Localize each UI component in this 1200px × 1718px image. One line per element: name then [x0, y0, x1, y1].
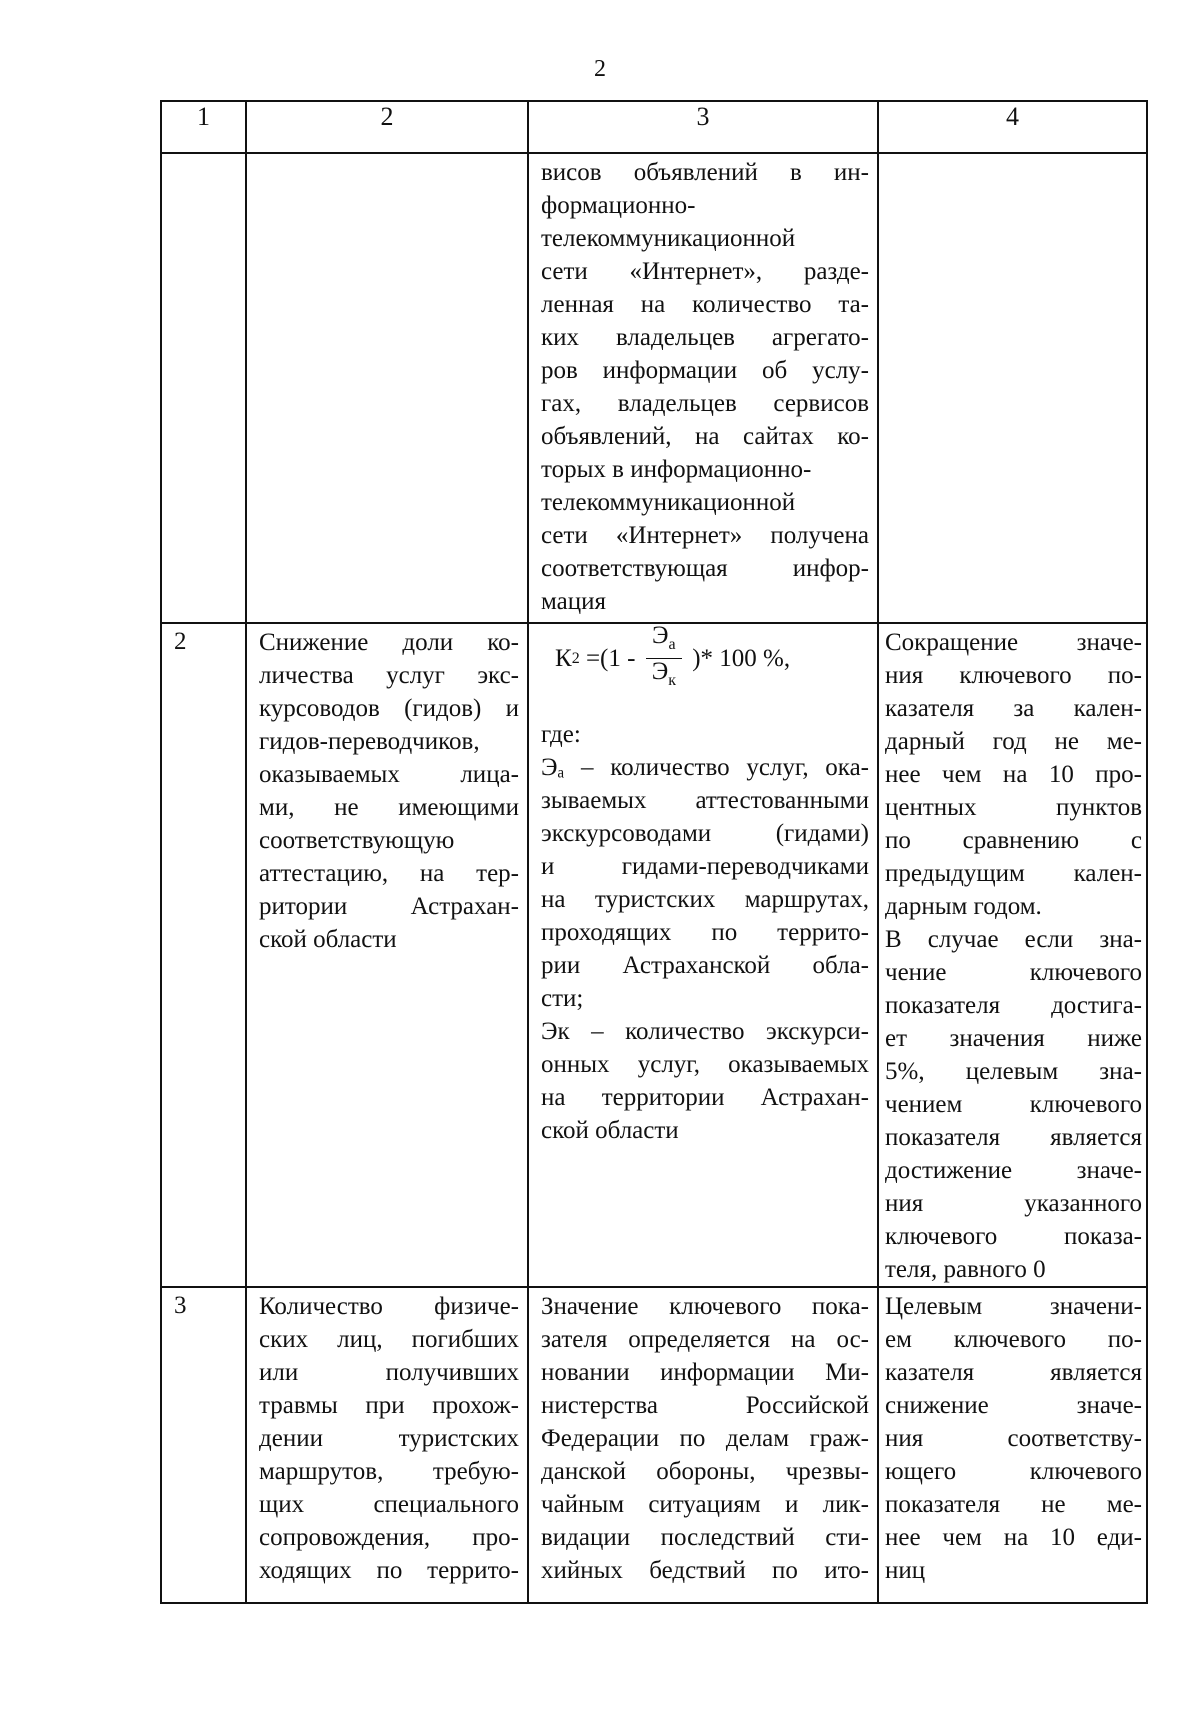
- text-line: ниц: [885, 1557, 926, 1584]
- text-line: Значение ключевого пока-: [541, 1293, 869, 1320]
- text-line: нее чем на 10 еди-: [885, 1524, 1142, 1551]
- text-line: аттестацию, на тер-: [259, 860, 519, 887]
- text-line: сети «Интернет», разде-: [541, 258, 869, 285]
- text-line: ния ключевого по-: [885, 662, 1142, 689]
- target-text: [885, 626, 1142, 1286]
- text-line: нее чем на 10 про-: [885, 761, 1142, 788]
- text-line: хийных бедствий по ито-: [541, 1557, 869, 1584]
- text-line: дарным годом.: [885, 893, 1042, 920]
- text-line: телекоммуникационной: [541, 225, 796, 252]
- text-line: на территории Астрахан-: [541, 1084, 869, 1111]
- text-line: ния соответству-: [885, 1425, 1142, 1452]
- formula: [541, 621, 869, 690]
- text-line: Количество физиче-: [259, 1293, 519, 1320]
- text-line: зываемых аттестованными: [541, 787, 869, 814]
- text-line: показателя является: [885, 1124, 1142, 1151]
- indicator-name-cell: [246, 1287, 528, 1603]
- header-row: [161, 101, 1147, 153]
- continued-method-cell: [528, 153, 878, 623]
- text-line: 5%, целевым зна-: [885, 1058, 1142, 1085]
- text-line: чайным ситуациям и лик-: [541, 1491, 869, 1518]
- text-line: ключевого показа-: [885, 1223, 1142, 1250]
- text-line: Федерации по делам граж-: [541, 1425, 869, 1452]
- cell-empty: [878, 153, 1147, 623]
- text-line: дении туристских: [259, 1425, 519, 1452]
- text-line: Сокращение значе-: [885, 629, 1142, 656]
- text-line: показателя достига-: [885, 992, 1142, 1019]
- row-number: 3: [161, 1287, 246, 1603]
- text-line: ких владельцев агрегато-: [541, 324, 869, 351]
- text-line: Целевым значени-: [885, 1293, 1142, 1320]
- text-line: оказываемых лица-: [259, 761, 519, 788]
- indicator-name-cell: [246, 623, 528, 1287]
- target-cell: [878, 1287, 1147, 1603]
- text-line: щих специального: [259, 1491, 519, 1518]
- text-line: ния указанного: [885, 1190, 1142, 1217]
- indicators-table: [160, 100, 1148, 1604]
- text-line: рии Астраханской обла-: [541, 952, 869, 979]
- text-line: ских лиц, погибших: [259, 1326, 519, 1353]
- text-line: нистерства Российской: [541, 1392, 869, 1419]
- text-line: Эₐ – количество услуг, ока-: [541, 754, 869, 781]
- method-cell: [528, 1287, 878, 1603]
- text-line: торых в информационно-: [541, 456, 812, 483]
- text-line: проходящих по террито-: [541, 919, 869, 946]
- method-text: [541, 718, 869, 1147]
- fraction-denominator: $Э_к$: [651, 657, 676, 689]
- text-line: ем ключевого по-: [885, 1326, 1142, 1353]
- text-line: чением ключевого: [885, 1091, 1142, 1118]
- text-line: дарный год не ме-: [885, 728, 1142, 755]
- text-line: казателя является: [885, 1359, 1142, 1386]
- cell-empty: [246, 153, 528, 623]
- indicator-name-text: [259, 1290, 519, 1587]
- text-line: ленная на количество та-: [541, 291, 869, 318]
- text-line: гах, владельцев сервисов: [541, 390, 869, 417]
- page-number: 2: [594, 56, 606, 82]
- text-line: ской области: [541, 1117, 679, 1144]
- text-line: казателя за кален-: [885, 695, 1142, 722]
- text-line: ров информации об услу-: [541, 357, 869, 384]
- table-row-3: [161, 1287, 1147, 1603]
- header-col-2: 2: [246, 101, 528, 153]
- text-line: или получивших: [259, 1359, 519, 1386]
- text-line: сти;: [541, 985, 584, 1012]
- text-line: ющего ключевого: [885, 1458, 1142, 1485]
- text-line: соответствующая инфор-: [541, 555, 869, 582]
- text-line: чение ключевого: [885, 959, 1142, 986]
- fraction-numerator: $Э_а$: [646, 623, 682, 659]
- table-row-continued: [161, 153, 1147, 623]
- text-line: и гидами-переводчиками: [541, 853, 869, 880]
- text-line: сети «Интернет» получена: [541, 522, 869, 549]
- text-line: данской обороны, чрезвы-: [541, 1458, 869, 1485]
- target-cell: [878, 623, 1147, 1287]
- row-number: 2: [161, 623, 246, 1287]
- text-line: где:: [541, 721, 581, 748]
- formula-fraction: [646, 623, 682, 694]
- text-line: телекоммуникационной: [541, 489, 796, 516]
- text-line: теля, равного 0: [885, 1256, 1046, 1283]
- text-line: В случае если зна-: [885, 926, 1142, 953]
- text-line: онных услуг, оказываемых: [541, 1051, 869, 1078]
- continued-method-text: [541, 156, 869, 618]
- text-line: ходящих по террито-: [259, 1557, 519, 1584]
- text-line: курсоводов (гидов) и: [259, 695, 519, 722]
- text-line: экскурсоводами (гидами): [541, 820, 869, 847]
- text-line: висов объявлений в ин-: [541, 159, 869, 186]
- text-line: зателя определяется на ос-: [541, 1326, 869, 1353]
- text-line: травмы при прохож-: [259, 1392, 519, 1419]
- text-line: новании информации Ми-: [541, 1359, 869, 1386]
- text-line: Эк – количество экскурси-: [541, 1018, 869, 1045]
- text-line: соответствующую: [259, 827, 455, 854]
- method-cell: [528, 623, 878, 1287]
- table-row-2: [161, 623, 1147, 1287]
- text-line: видации последствий сти-: [541, 1524, 869, 1551]
- text-line: гидов-переводчиков,: [259, 728, 480, 755]
- text-line: на туристских маршрутах,: [541, 886, 869, 913]
- formula-suffix: )* 100 %,: [685, 644, 791, 672]
- text-line: ми, не имеющими: [259, 794, 519, 821]
- header-col-3: 3: [528, 101, 878, 153]
- text-line: ет значения ниже: [885, 1025, 1142, 1052]
- text-line: ритории Астрахан-: [259, 893, 519, 920]
- formula-lhs: К: [555, 644, 572, 672]
- cell-empty: [161, 153, 246, 623]
- method-text: [541, 1290, 869, 1587]
- text-line: снижение значе-: [885, 1392, 1142, 1419]
- text-line: личества услуг экс-: [259, 662, 519, 689]
- text-line: по сравнению с: [885, 827, 1142, 854]
- text-line: объявлений, на сайтах ко-: [541, 423, 869, 450]
- text-line: мация: [541, 588, 607, 615]
- text-line: Снижение доли ко-: [259, 629, 519, 656]
- text-line: показателя не ме-: [885, 1491, 1142, 1518]
- header-col-1: 1: [161, 101, 246, 153]
- header-col-4: 4: [878, 101, 1147, 153]
- formula-prefix: =(1 -: [579, 644, 642, 672]
- text-line: ской области: [259, 926, 397, 953]
- target-text: [885, 1290, 1142, 1587]
- text-line: предыдущим кален-: [885, 860, 1142, 887]
- text-line: сопровождения, про-: [259, 1524, 519, 1551]
- indicator-name-text: [259, 626, 519, 956]
- text-line: маршрутов, требую-: [259, 1458, 519, 1485]
- formula-lhs-sub: 2: [571, 649, 580, 667]
- text-line: центных пунктов: [885, 794, 1142, 821]
- text-line: формационно-: [541, 192, 696, 219]
- text-line: достижение значе-: [885, 1157, 1142, 1184]
